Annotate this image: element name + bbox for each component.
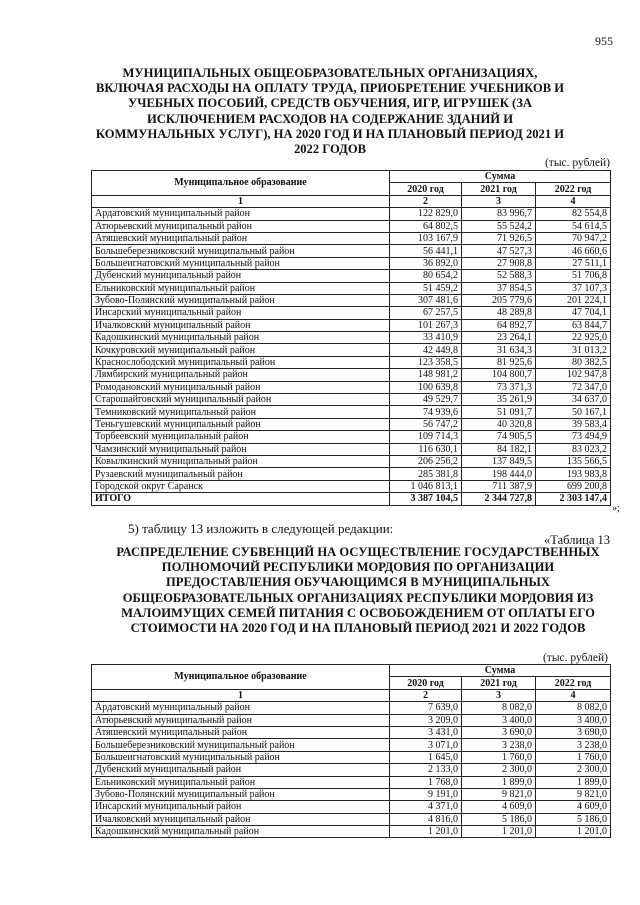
value-2020-cell: 1 645,0: [390, 751, 462, 763]
municipality-cell: Ичалковский муниципальный район: [92, 813, 390, 825]
value-2020-cell: 122 829,0: [390, 208, 462, 220]
value-2021-cell: 137 849,5: [462, 455, 536, 467]
municipality-cell: Ардатовский муниципальный район: [92, 208, 390, 220]
table-row: [92, 245, 611, 257]
table-12-body: [92, 208, 611, 505]
value-2020-cell: 64 802,5: [390, 220, 462, 232]
value-2021-cell: 55 524,2: [462, 220, 536, 232]
value-2020-cell: 1 201,0: [390, 826, 462, 838]
value-2021-cell: 8 082,0: [462, 702, 536, 714]
table-row: [92, 282, 611, 294]
table-row: [92, 726, 611, 738]
table-row: [92, 394, 611, 406]
value-2020-cell: 56 441,1: [390, 245, 462, 257]
value-2021-cell: 1 899,0: [462, 776, 536, 788]
municipality-cell: Ковылкинский муниципальный район: [92, 455, 390, 467]
column-number: 3: [462, 195, 536, 207]
municipality-cell: Большеберезниковский муниципальный район: [92, 245, 390, 257]
value-2022-cell: 50 167,1: [536, 406, 611, 418]
column-header-2020: 2020 год: [390, 677, 462, 689]
value-2022-cell: 80 382,5: [536, 356, 611, 368]
units-label: (тыс. рублей): [544, 157, 610, 169]
value-2021-cell: 5 186,0: [462, 813, 536, 825]
value-2020-cell: 1 768,0: [390, 776, 462, 788]
municipality-cell: Рузаевский муниципальный район: [92, 468, 390, 480]
column-header-2022: 2022 год: [536, 677, 611, 689]
municipality-cell: Ельниковский муниципальный район: [92, 776, 390, 788]
total-2021-cell: 2 344 727,8: [462, 493, 536, 505]
column-number: 1: [92, 195, 390, 207]
value-2021-cell: 9 821,0: [462, 788, 536, 800]
value-2022-cell: 70 947,2: [536, 232, 611, 244]
municipality-cell: Большеберезниковский муниципальный район: [92, 739, 390, 751]
column-header-2021: 2021 год: [462, 183, 536, 195]
value-2022-cell: 5 186,0: [536, 813, 611, 825]
value-2021-cell: 1 760,0: [462, 751, 536, 763]
value-2021-cell: 3 690,0: [462, 726, 536, 738]
table-row: [92, 220, 611, 232]
table-row: [92, 764, 611, 776]
value-2022-cell: 102 947,8: [536, 369, 611, 381]
value-2020-cell: 307 481,6: [390, 294, 462, 306]
value-2022-cell: 3 238,0: [536, 739, 611, 751]
value-2020-cell: 2 133,0: [390, 764, 462, 776]
municipality-cell: Кочкуровский муниципальный район: [92, 344, 390, 356]
value-2020-cell: 103 167,9: [390, 232, 462, 244]
column-number: 2: [390, 689, 462, 701]
municipality-cell: Инсарский муниципальный район: [92, 801, 390, 813]
table-row: [92, 294, 611, 306]
table-row: [92, 307, 611, 319]
table-row: [92, 406, 611, 418]
column-number: 2: [390, 195, 462, 207]
table-row: [92, 826, 611, 838]
municipality-cell: Лямбирский муниципальный район: [92, 369, 390, 381]
value-2022-cell: 1 899,0: [536, 776, 611, 788]
value-2021-cell: 73 371,3: [462, 381, 536, 393]
value-2020-cell: 116 630,1: [390, 443, 462, 455]
value-2020-cell: 51 459,2: [390, 282, 462, 294]
table-13-title: РАСПРЕДЕЛЕНИЕ СУБВЕНЦИЙ НА ОСУЩЕСТВЛЕНИЕ ГОСУДАРСТВЕННЫХ ПОЛНОМОЧИЙ РЕСПУБЛИКИ МОРДОВИЯ ПО ОРГАНИЗАЦИИ ПРЕДОСТАВЛЕНИЯ ОБУЧАЮЩИМСЯ В МУНИЦИПАЛЬНЫХ ОБЩЕОБРАЗОВАТЕЛЬНЫХ ОРГАНИЗАЦИЯХ РЕСПУБЛИКИ МОРДОВИЯ ИЗ МАЛОИМУЩИХ СЕМЕЙ ПИТАНИЯ С ОСВОБОЖДЕНИЕМ ОТ ОПЛАТЫ ЕГО СТОИМОСТИ НА 2020 ГОД И НА ПЛАНОВЫЙ ПЕРИОД 2021 И 2022 ГОДОВ: [116, 545, 600, 636]
table-row: [92, 788, 611, 800]
closing-quote-mark: »;: [612, 503, 620, 514]
value-2021-cell: 104 800,7: [462, 369, 536, 381]
value-2021-cell: 52 588,3: [462, 270, 536, 282]
table-row: [92, 468, 611, 480]
table-12-title: МУНИЦИПАЛЬНЫХ ОБЩЕОБРАЗОВАТЕЛЬНЫХ ОРГАНИЗАЦИЯХ, ВКЛЮЧАЯ РАСХОДЫ НА ОПЛАТУ ТРУДА, ПРИОБРЕТЕНИЕ УЧЕБНИКОВ И УЧЕБНЫХ ПОСОБИЙ, СРЕДСТВ ОБУЧЕНИЯ, ИГР, ИГРУШЕК (ЗА ИСКЛЮЧЕНИЕМ РАСХОДОВ НА СОДЕРЖАНИЕ ЗДАНИЙ И КОММУНАЛЬНЫХ УСЛУГ), НА 2020 ГОД И НА ПЛАНОВЫЙ ПЕРИОД 2021 И 2022 ГОДОВ: [95, 66, 565, 157]
value-2021-cell: 83 996,7: [462, 208, 536, 220]
table-row: [92, 813, 611, 825]
value-2021-cell: 27 908,8: [462, 257, 536, 269]
value-2022-cell: 201 224,1: [536, 294, 611, 306]
value-2022-cell: 54 614,5: [536, 220, 611, 232]
value-2021-cell: 51 091,7: [462, 406, 536, 418]
value-2020-cell: 123 358,5: [390, 356, 462, 368]
total-2020-cell: 3 387 104,5: [390, 493, 462, 505]
column-header-2020: 2020 год: [390, 183, 462, 195]
table-row: [92, 344, 611, 356]
value-2021-cell: 4 609,0: [462, 801, 536, 813]
value-2020-cell: 42 449,8: [390, 344, 462, 356]
amendment-paragraph: 5) таблицу 13 изложить в следующей редакции:: [128, 521, 394, 536]
value-2020-cell: 80 654,2: [390, 270, 462, 282]
column-number: 1: [92, 689, 390, 701]
value-2022-cell: 22 925,0: [536, 332, 611, 344]
value-2020-cell: 100 639,8: [390, 381, 462, 393]
value-2020-cell: 74 939,6: [390, 406, 462, 418]
value-2020-cell: 206 256,2: [390, 455, 462, 467]
value-2022-cell: 4 609,0: [536, 801, 611, 813]
column-header-municipality: Муниципальное образование: [92, 665, 390, 690]
municipality-cell: Зубово-Полянский муниципальный район: [92, 294, 390, 306]
table-row: [92, 257, 611, 269]
total-row: [92, 493, 611, 505]
value-2021-cell: 84 182,1: [462, 443, 536, 455]
table-row: [92, 381, 611, 393]
table-row: [92, 319, 611, 331]
value-2020-cell: 109 714,3: [390, 431, 462, 443]
municipality-cell: Ичалковский муниципальный район: [92, 319, 390, 331]
value-2021-cell: 2 300,0: [462, 764, 536, 776]
municipality-cell: Теньгушевский муниципальный район: [92, 418, 390, 430]
value-2021-cell: 64 892,7: [462, 319, 536, 331]
value-2022-cell: 31 013,2: [536, 344, 611, 356]
column-number: 3: [462, 689, 536, 701]
value-2020-cell: 101 267,3: [390, 319, 462, 331]
page-number: 955: [595, 34, 613, 48]
municipality-cell: Зубово-Полянский муниципальный район: [92, 788, 390, 800]
value-2020-cell: 56 747,2: [390, 418, 462, 430]
value-2022-cell: 47 704,1: [536, 307, 611, 319]
value-2020-cell: 3 071,0: [390, 739, 462, 751]
value-2022-cell: 2 300,0: [536, 764, 611, 776]
value-2021-cell: 47 527,3: [462, 245, 536, 257]
value-2022-cell: 39 583,4: [536, 418, 611, 430]
value-2021-cell: 35 261,9: [462, 394, 536, 406]
value-2022-cell: 63 844,7: [536, 319, 611, 331]
column-header-municipality: Муниципальное образование: [92, 171, 390, 196]
value-2021-cell: 1 201,0: [462, 826, 536, 838]
municipality-cell: Атюрьевский муниципальный район: [92, 714, 390, 726]
municipality-cell: Кадошкинский муниципальный район: [92, 826, 390, 838]
column-number: 4: [536, 689, 611, 701]
table-row: [92, 480, 611, 492]
value-2022-cell: 82 554,8: [536, 208, 611, 220]
municipality-cell: Темниковский муниципальный район: [92, 406, 390, 418]
value-2022-cell: 699 200,8: [536, 480, 611, 492]
municipality-cell: Ромодановский муниципальный район: [92, 381, 390, 393]
value-2021-cell: 71 926,5: [462, 232, 536, 244]
table-13-label: «Таблица 13: [544, 533, 610, 547]
total-2022-cell: 2 303 147,4: [536, 493, 611, 505]
municipality-cell: Чамзинский муниципальный район: [92, 443, 390, 455]
table-row: [92, 455, 611, 467]
value-2022-cell: 73 494,9: [536, 431, 611, 443]
value-2021-cell: 31 634,3: [462, 344, 536, 356]
value-2020-cell: 36 892,0: [390, 257, 462, 269]
value-2021-cell: 40 320,8: [462, 418, 536, 430]
value-2022-cell: 193 983,8: [536, 468, 611, 480]
table-row: [92, 714, 611, 726]
table-row: [92, 702, 611, 714]
value-2020-cell: 7 639,0: [390, 702, 462, 714]
municipality-cell: Старошайговский муниципальный район: [92, 394, 390, 406]
value-2022-cell: 34 637,0: [536, 394, 611, 406]
value-2021-cell: 74 905,5: [462, 431, 536, 443]
table-row: [92, 418, 611, 430]
value-2021-cell: 711 387,9: [462, 480, 536, 492]
value-2022-cell: 1 760,0: [536, 751, 611, 763]
municipality-cell: Атяшевский муниципальный район: [92, 232, 390, 244]
value-2021-cell: 3 238,0: [462, 739, 536, 751]
municipality-cell: Дубенский муниципальный район: [92, 764, 390, 776]
value-2020-cell: 9 191,0: [390, 788, 462, 800]
table-row: [92, 443, 611, 455]
table-13: [91, 664, 611, 838]
municipality-cell: Большеигнатовский муниципальный район: [92, 257, 390, 269]
column-header-sum: Сумма: [390, 171, 611, 183]
value-2022-cell: 83 023,2: [536, 443, 611, 455]
table-row: [92, 356, 611, 368]
table-row: [92, 776, 611, 788]
table-row: [92, 739, 611, 751]
value-2022-cell: 135 566,5: [536, 455, 611, 467]
value-2021-cell: 23 264,1: [462, 332, 536, 344]
column-number: 4: [536, 195, 611, 207]
table-row: [92, 751, 611, 763]
value-2021-cell: 48 289,8: [462, 307, 536, 319]
value-2022-cell: 37 107,3: [536, 282, 611, 294]
municipality-cell: Инсарский муниципальный район: [92, 307, 390, 319]
table-row: [92, 801, 611, 813]
value-2022-cell: 1 201,0: [536, 826, 611, 838]
table-13-body: [92, 702, 611, 838]
value-2020-cell: 148 981,2: [390, 369, 462, 381]
municipality-cell: Ардатовский муниципальный район: [92, 702, 390, 714]
value-2022-cell: 9 821,0: [536, 788, 611, 800]
value-2022-cell: 8 082,0: [536, 702, 611, 714]
municipality-cell: Дубенский муниципальный район: [92, 270, 390, 282]
value-2022-cell: 72 347,0: [536, 381, 611, 393]
value-2021-cell: 37 854,5: [462, 282, 536, 294]
municipality-cell: Атюрьевский муниципальный район: [92, 220, 390, 232]
municipality-cell: Кадошкинский муниципальный район: [92, 332, 390, 344]
table-row: [92, 208, 611, 220]
value-2022-cell: 27 511,1: [536, 257, 611, 269]
value-2020-cell: 33 410,9: [390, 332, 462, 344]
value-2021-cell: 198 444,0: [462, 468, 536, 480]
value-2020-cell: 67 257,5: [390, 307, 462, 319]
value-2020-cell: 49 529,7: [390, 394, 462, 406]
municipality-cell: Краснослободский муниципальный район: [92, 356, 390, 368]
column-header-sum: Сумма: [390, 665, 611, 677]
value-2020-cell: 285 381,8: [390, 468, 462, 480]
value-2022-cell: 46 660,6: [536, 245, 611, 257]
table-row: [92, 369, 611, 381]
value-2020-cell: 4 371,0: [390, 801, 462, 813]
value-2020-cell: 3 209,0: [390, 714, 462, 726]
table-row: [92, 232, 611, 244]
value-2021-cell: 3 400,0: [462, 714, 536, 726]
column-header-2021: 2021 год: [462, 677, 536, 689]
total-label-cell: ИТОГО: [92, 493, 390, 505]
table-row: [92, 270, 611, 282]
value-2021-cell: 81 925,6: [462, 356, 536, 368]
value-2022-cell: 3 400,0: [536, 714, 611, 726]
value-2020-cell: 3 431,0: [390, 726, 462, 738]
table-row: [92, 431, 611, 443]
table-12: [91, 170, 611, 506]
value-2021-cell: 205 779,6: [462, 294, 536, 306]
value-2022-cell: 51 706,8: [536, 270, 611, 282]
municipality-cell: Городской округ Саранск: [92, 480, 390, 492]
value-2022-cell: 3 690,0: [536, 726, 611, 738]
value-2020-cell: 4 816,0: [390, 813, 462, 825]
units-label: (тыс. рублей): [542, 652, 608, 664]
value-2020-cell: 1 046 813,1: [390, 480, 462, 492]
municipality-cell: Большеигнатовский муниципальный район: [92, 751, 390, 763]
municipality-cell: Торбеевский муниципальный район: [92, 431, 390, 443]
municipality-cell: Ельниковский муниципальный район: [92, 282, 390, 294]
column-header-2022: 2022 год: [536, 183, 611, 195]
table-row: [92, 332, 611, 344]
municipality-cell: Атяшевский муниципальный район: [92, 726, 390, 738]
